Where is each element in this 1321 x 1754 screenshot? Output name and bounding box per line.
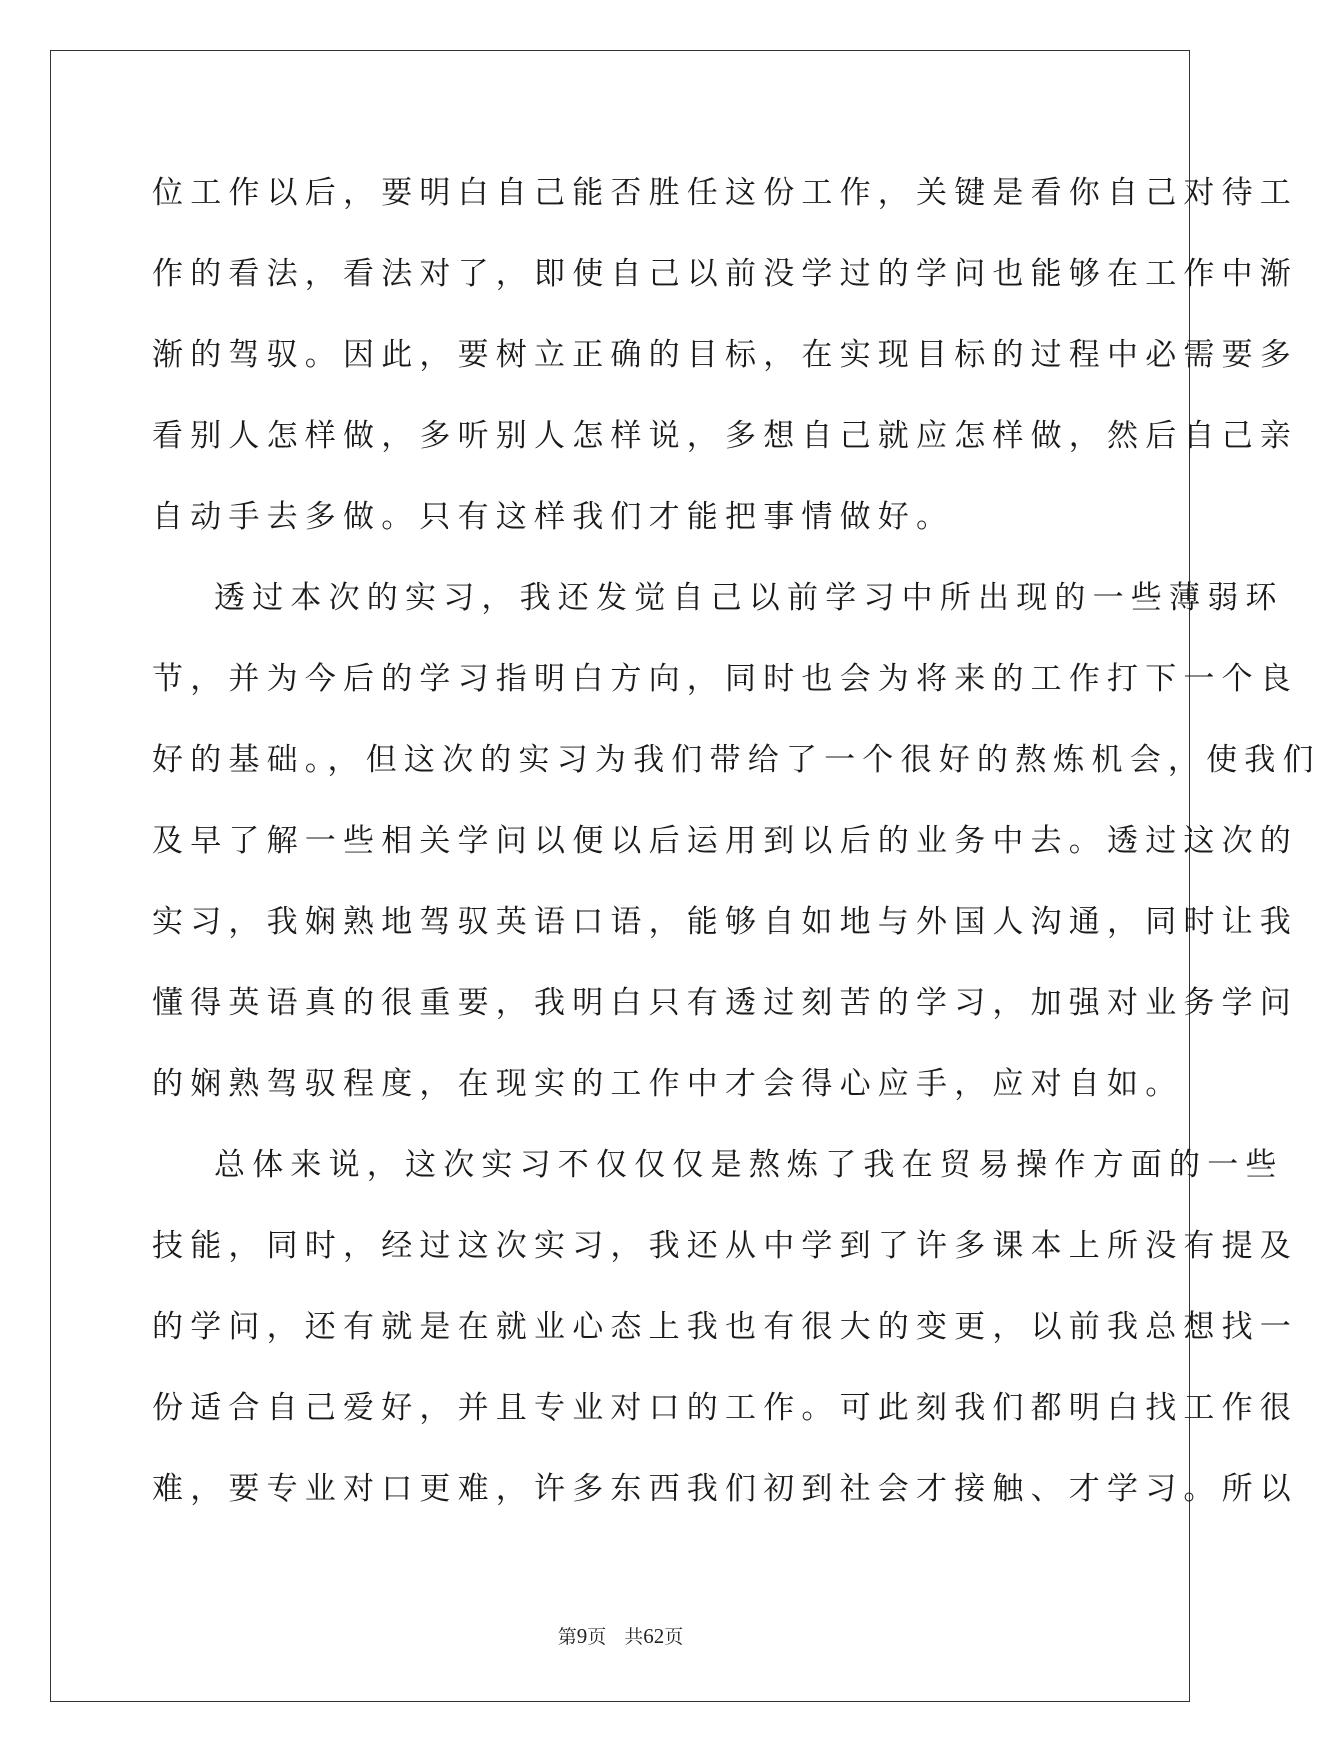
text-line: 作的看法，看法对了，即使自己以前没学过的学问也能够在工作中渐: [152, 256, 1298, 292]
text-line: 渐的驾驭。因此，要树立正确的目标，在实现目标的过程中必需要多: [152, 337, 1298, 373]
total-pages: 62: [643, 1624, 665, 1648]
text-line: 份适合自己爱好，并且专业对口的工作。可此刻我们都明白找工作很: [152, 1390, 1298, 1426]
text-line: 懂得英语真的很重要，我明白只有透过刻苦的学习，加强对业务学问: [152, 985, 1298, 1021]
text-line: 透过本次的实习，我还发觉自己以前学习中所出现的一些薄弱环: [214, 580, 1284, 616]
text-line: 及早了解一些相关学问以便以后运用到以后的业务中去。透过这次的: [152, 823, 1298, 859]
text-line: 好的基础。，但这次的实习为我们带给了一个很好的熬炼机会，使我们: [152, 742, 1321, 778]
text-line: 的学问，还有就是在就业心态上我也有很大的变更，以前我总想找一: [152, 1309, 1298, 1345]
page-number: 9: [576, 1624, 588, 1648]
total-prefix: 共: [624, 1626, 644, 1648]
text-line: 的娴熟驾驭程度，在现实的工作中才会得心应手，应对自如。: [152, 1066, 1184, 1102]
page-suffix: 页: [587, 1626, 607, 1648]
text-line: 自动手去多做。只有这样我们才能把事情做好。: [152, 499, 955, 535]
total-suffix: 页: [664, 1626, 684, 1648]
page-prefix: 第: [557, 1626, 577, 1648]
text-line: 难，要专业对口更难，许多东西我们初到社会才接触、才学习。所以: [152, 1471, 1298, 1507]
text-line: 节，并为今后的学习指明白方向，同时也会为将来的工作打下一个良: [152, 661, 1298, 697]
page-footer: [0, 1624, 1241, 1649]
text-line: 技能，同时，经过这次实习，我还从中学到了许多课本上所没有提及: [152, 1228, 1298, 1264]
document-body: [152, 165, 1321, 1542]
text-line: 实习，我娴熟地驾驭英语口语，能够自如地与外国人沟通，同时让我: [152, 904, 1298, 940]
text-line: 位工作以后，要明白自己能否胜任这份工作，关键是看你自己对待工: [152, 175, 1298, 211]
text-line: 看别人怎样做，多听别人怎样说，多想自己就应怎样做，然后自己亲: [152, 418, 1298, 454]
text-line: 总体来说，这次实习不仅仅仅是熬炼了我在贸易操作方面的一些: [214, 1147, 1284, 1183]
